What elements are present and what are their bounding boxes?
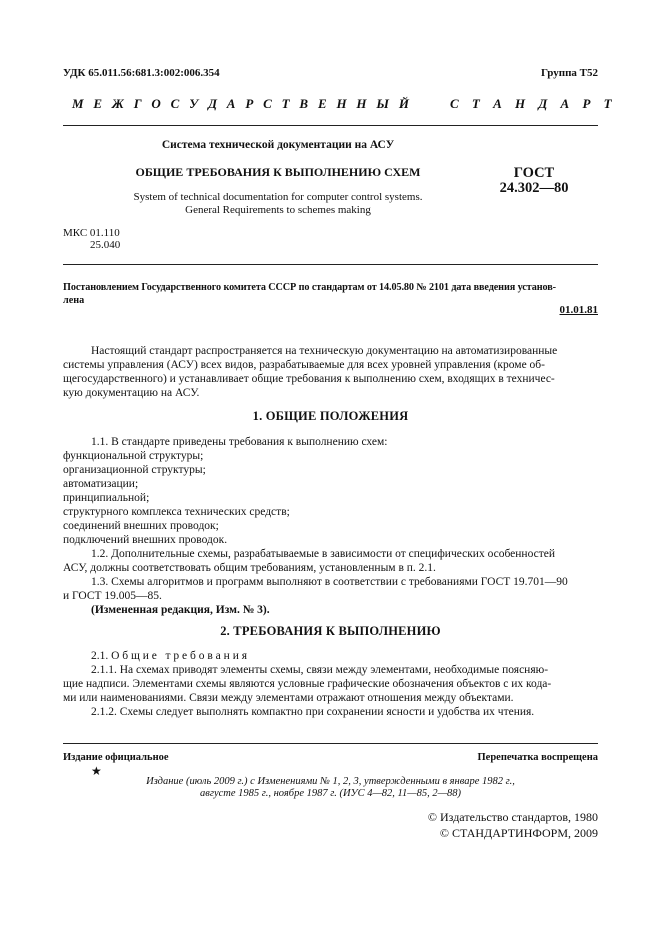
official-edition: Издание официальное (63, 752, 169, 763)
clause-2-1-1: 2.1.1. На схемах приводят элементы схемы, связи между элементами, необходимые поясняю- (91, 664, 549, 676)
list-item: соединений внешних проводок; (63, 520, 219, 532)
list-item: подключений внешних проводок. (63, 534, 228, 546)
header-rule (63, 125, 598, 126)
document-title: ОБЩИЕ ТРЕБОВАНИЯ К ВЫПОЛНЕНИЮ СХЕМ (135, 165, 421, 179)
issue-note-2: августе 1985 г., ноябре 1987 г. (ИУС 4—82, 11—85, 2—88) (200, 788, 461, 799)
footer-rule (63, 743, 598, 744)
clause-1-3: 1.3. Схемы алгоритмов и программ выполняют в соответствии с требованиями ГОСТ 19.701—90 (91, 576, 568, 588)
english-title-1: System of technical documentation for computer control systems. (133, 191, 423, 203)
intro-line: Настоящий стандарт распространяется на техническую документацию на автоматизированные (91, 345, 558, 357)
banner-interstate: М Е Ж Г О С У Д А Р С Т В Е Н Н Ы Й (72, 96, 413, 111)
clause-2-1-2: 2.1.2. Схемы следует выполнять компактно при сохранении ясности и удобства их чтения. (91, 706, 535, 718)
clause-2-1-1-cont: щие надписи. Элементами схемы являются условные графические обозначения объектов с их кода- (63, 678, 552, 690)
section-2-heading: 2. ТРЕБОВАНИЯ К ВЫПОЛНЕНИЮ (220, 624, 441, 638)
intro-line: щегосударственного) и устанавливает общие требования к выполнению схем, входящих в техничес- (63, 373, 555, 385)
mks-code-1: МКС 01.110 (63, 227, 120, 239)
clause-1-1: 1.1. В стандарте приведены требования к выполнению схем: (91, 436, 388, 448)
clause-1-2: 1.2. Дополнительные схемы, разрабатываемые в зависимости от специфических особенностей (91, 548, 556, 560)
english-title-2: General Requirements to schemes making (185, 204, 371, 216)
title-rule (63, 264, 598, 265)
list-item: автоматизации; (63, 478, 139, 490)
list-item: организационной структуры; (63, 464, 206, 476)
system-title: Система технической документации на АСУ (161, 139, 395, 151)
clause-2-1: 2.1. О б щ и е т р е б о в а н и я (91, 650, 248, 662)
decree-line-1: Постановлением Государственного комитета СССР по стандартам от 14.05.80 № 2101 дата введения установ- (63, 282, 556, 293)
issue-note-1: Издание (июль 2009 г.) с Изменениями № 1, 2, 3, утвержденными в январе 1982 г., (146, 776, 515, 787)
decree-line-2: лена (63, 295, 85, 306)
udk-code: УДК 65.011.56:681.3:002:006.354 (63, 67, 220, 79)
gost-number: 24.302—80 (499, 180, 569, 196)
list-item: структурного комплекса технических средств; (63, 506, 290, 518)
list-item: функциональной структуры; (63, 450, 204, 462)
clause-1-2-cont: АСУ, должны соответствовать общим требованиям, установленным в п. 2.1. (63, 562, 436, 574)
copyright-2: © СТАНДАРТИНФОРМ, 2009 (439, 826, 598, 840)
introduction-date: 01.01.81 (559, 304, 598, 316)
intro-line: кую документацию на АСУ. (63, 387, 200, 399)
section-1-body (63, 435, 598, 617)
amendment-note: (Измененная редакция, Изм. № 3). (91, 604, 270, 616)
reprint-prohibited: Перепечатка воспрещена (477, 752, 598, 763)
section-2-body (63, 649, 598, 719)
section-1-heading: 1. ОБЩИЕ ПОЛОЖЕНИЯ (252, 409, 409, 423)
intro-paragraph (63, 344, 598, 400)
clause-2-1-1-cont: ми или наименованиями. Связи между элементами отражают отношения между объектами. (63, 692, 514, 704)
clause-1-3-cont: и ГОСТ 19.005—85. (63, 590, 162, 602)
group-code: Группа Т52 (540, 67, 598, 79)
copyright-1: © Издательство стандартов, 1980 (427, 810, 598, 824)
gost-label: ГОСТ (513, 165, 555, 181)
banner-standard: С Т А Н Д А Р Т (450, 96, 617, 111)
list-item: принципиальной; (63, 492, 150, 504)
intro-line: системы управления (АСУ) всех видов, разрабатываемые для всех уровней управления (кроме об- (63, 359, 545, 371)
mks-code-2: 25.040 (90, 239, 121, 251)
star-icon: ★ (91, 764, 102, 778)
